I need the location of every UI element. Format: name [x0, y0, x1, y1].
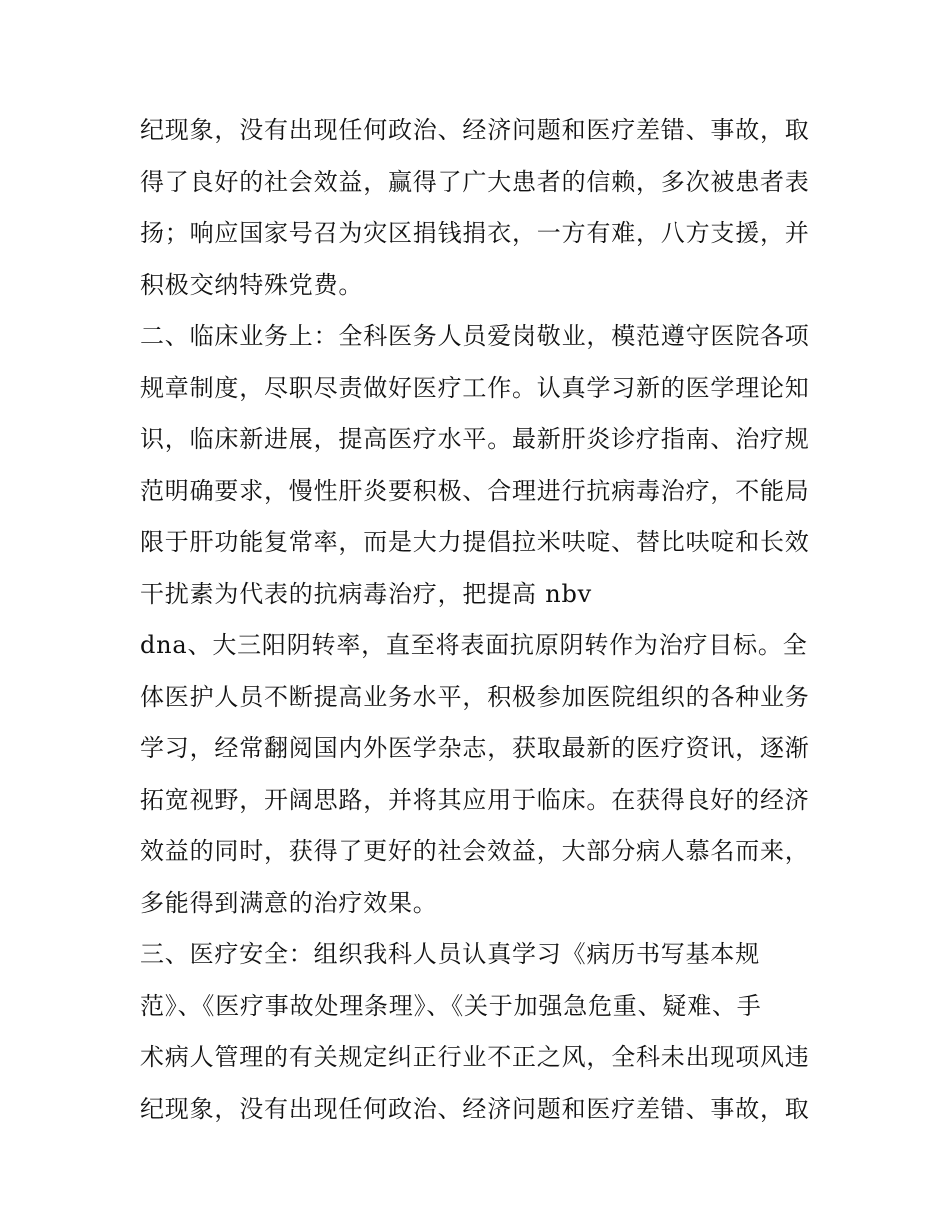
- text-line: 规章制度，尽职尽责做好医疗工作。认真学习新的医学理论知: [140, 373, 810, 402]
- text-line: 得了良好的社会效益，赢得了广大患者的信赖，多次被患者表: [140, 167, 810, 196]
- text-line: 扬；响应国家号召为灾区捐钱捐衣，一方有难，八方支援，并: [140, 219, 810, 247]
- text-line: 范》、《医疗事故处理条理》、《关于加强急危重、疑难、手: [140, 991, 762, 1020]
- text-line: 拓宽视野，开阔思路，并将其应用于临床。在获得良好的经济: [140, 785, 810, 814]
- body-text: [140, 110, 820, 1140]
- text-line: 干扰素为代表的抗病毒治疗，把提高 nbv: [140, 579, 593, 608]
- text-line: 效益的同时，获得了更好的社会效益，大部分病人慕名而来，: [140, 837, 810, 865]
- text-line: 体医护人员不断提高业务水平，积极参加医院组织的各种业务: [140, 682, 810, 711]
- text-line: 纪现象，没有出现任何政治、经济问题和医疗差错、事故，取: [140, 116, 810, 144]
- text-line: 术病人管理的有关规定纠正行业不正之风，全科未出现项风违: [140, 1043, 810, 1071]
- text-line: 范明确要求，慢性肝炎要积极、合理进行抗病毒治疗，不能局: [140, 476, 810, 505]
- text-line: 二、临床业务上：全科医务人员爱岗敬业，模范遵守医院各项: [140, 322, 810, 350]
- text-line: 限于肝功能复常率，而是大力提倡拉米呋啶、替比呋啶和长效: [140, 528, 810, 556]
- text-line: 积极交纳特殊党费。: [140, 270, 364, 299]
- text-line: 纪现象，没有出现任何政治、经济问题和医疗差错、事故，取: [140, 1094, 810, 1123]
- text-line: 识，临床新进展，提高医疗水平。最新肝炎诊疗指南、治疗规: [140, 425, 810, 453]
- text-line: dna、大三阳阴转率，直至将表面抗原阴转作为治疗目标。全: [140, 631, 808, 659]
- text-line: 多能得到满意的治疗效果。: [140, 888, 438, 917]
- text-line: 学习，经常翻阅国内外医学杂志，获取最新的医疗资讯，逐渐: [140, 734, 810, 762]
- text-line: 三、医疗安全：组织我科人员认真学习《病历书写基本规: [140, 940, 760, 968]
